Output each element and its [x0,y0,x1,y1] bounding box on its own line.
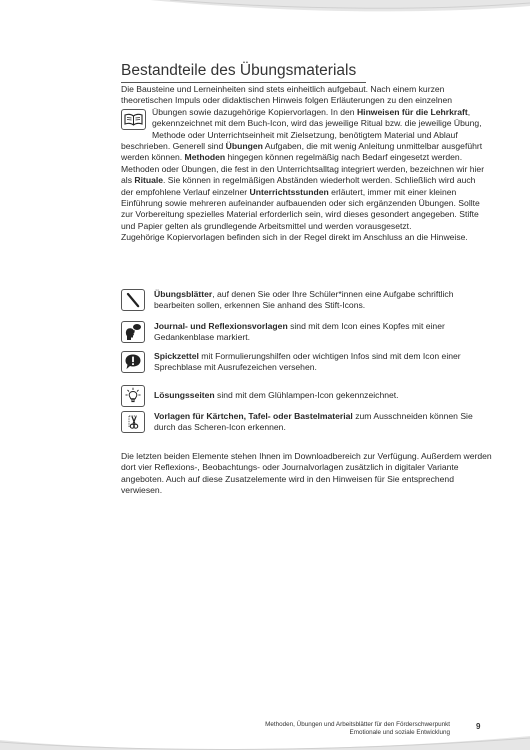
legend-text [154,351,484,374]
legend-description: mit Formulierungshilfen oder wichtigen Infos sind mit dem Icon einer Sprechblase mit Ausrufezeichen versehen. [154,351,461,373]
pencil-icon [121,289,145,311]
intro-text-segment: hingegen können regelmäßig nach Bedarf eingesetzt werden. Methoden oder Übungen, die fest in den Unterrichtsalltag integriert werden, bezeichnen wir hier als [121,152,485,186]
footer-series-title [265,721,450,737]
legend-text [154,321,484,344]
legend-text [154,390,484,401]
legend-description: , auf denen Sie oder Ihre Schüler*innen eine Aufgabe schriftlich bearbeiten sollen, erkennen Sie anhand des Stift-Icons. [154,289,454,311]
footer-line-1: Methoden, Übungen und Arbeitsblätter für den Förderschwerpunkt [265,721,450,728]
head-thought-bubble-icon [121,321,145,343]
scissors-icon [121,411,145,433]
intro-text-segment: . Sie können in regelmäßigen Abständen wiederholt werden. Schließlich wird auch der empfohlene Verlauf einzelner [121,175,476,197]
intro-text-segment: erläutert, immer mit einer kleinen Einführung sowie mehreren aufeinander aufbauenden oder sich ergänzenden Übungen. Sollte zur Vorbereitung spezielles Material erforderlich sein, wird dieses gesondert angegeben. Stifte und Papier gelten als grundlegende Arbeitsmittel und werden vorausgesetzt. [121,186,480,231]
legend-term: Lösungsseiten [154,390,215,400]
legend-description: sind mit dem Icon eines Kopfes mit einer Gedankenblase markiert. [154,321,445,343]
intro-text-segment: , gekennzeichnet mit dem Buch-Icon, wird das jeweilige Ritual bzw. die jeweilige Übung, Methode oder Unterrichtseinheit mit Zielsetzung, benötigtem Material und Ablauf beschrieben. Generell sind [121,106,482,152]
legend-description: sind mit dem Glühlampen-Icon gekennzeichnet. [214,390,399,400]
legend-description: zum Ausschneiden können Sie durch das Scheren-Icon erkennen. [154,411,473,433]
term-hinweise: Hinweisen für die Lehrkraft [356,106,468,117]
speech-bubble-exclamation-icon [121,351,145,373]
legend-term: Übungsblätter [154,289,213,299]
legend-term: Spickzettel [154,351,199,361]
page-number: 9 [476,722,481,731]
lightbulb-icon [121,385,145,407]
intro-paragraph-2: Zugehörige Kopiervorlagen befinden sich in der Regel direkt im Anschluss an die Hinweise. [121,232,468,243]
term-methoden: Methoden [184,152,226,163]
legend-term: Vorlagen für Kärtchen, Tafel- oder Bastelmaterial [154,411,353,421]
term-unterrichtsstunden: Unterrichtsstunden [249,186,329,197]
legend-text [154,289,484,312]
intro-text [121,84,489,244]
term-uebungen: Übungen [225,141,263,152]
closing-paragraph: Die letzten beiden Elemente stehen Ihnen im Downloadbereich zur Verfügung. Außerdem werden dort vier Reflexions-, Beobachtungs- oder Journalvorlagen zusätzlich in digitaler Variante angeboten. Auch auf diese Zusatzelemente wird in den Hinweisen für Sie entsprechend verwiesen. [121,451,492,496]
book-icon [121,109,146,130]
intro-text-segment: Aufgaben, die mit wenig Anleitung unmittelbar ausgeführt werden können. [121,141,483,163]
intro-paragraph-1 [121,84,489,232]
legend-term: Journal- und Reflexionsvorlagen [154,321,288,331]
footer-line-2: Emotionale und soziale Entwicklung [349,729,450,736]
page-title: Bestandteile des Übungsmaterials [121,62,366,83]
intro-text-segment: Die Bausteine und Lerneinheiten sind stets einheitlich aufgebaut. Nach einem kurzen theoretischen Impuls oder didaktischen Hinweis folgen Erläuterungen zu den einzelnen Übungen sowie dazugehörige Kopiervorlagen. In den [121,84,453,117]
term-rituale: Rituale [134,175,164,186]
top-swoosh-decoration [0,0,530,40]
legend-text [154,411,484,434]
